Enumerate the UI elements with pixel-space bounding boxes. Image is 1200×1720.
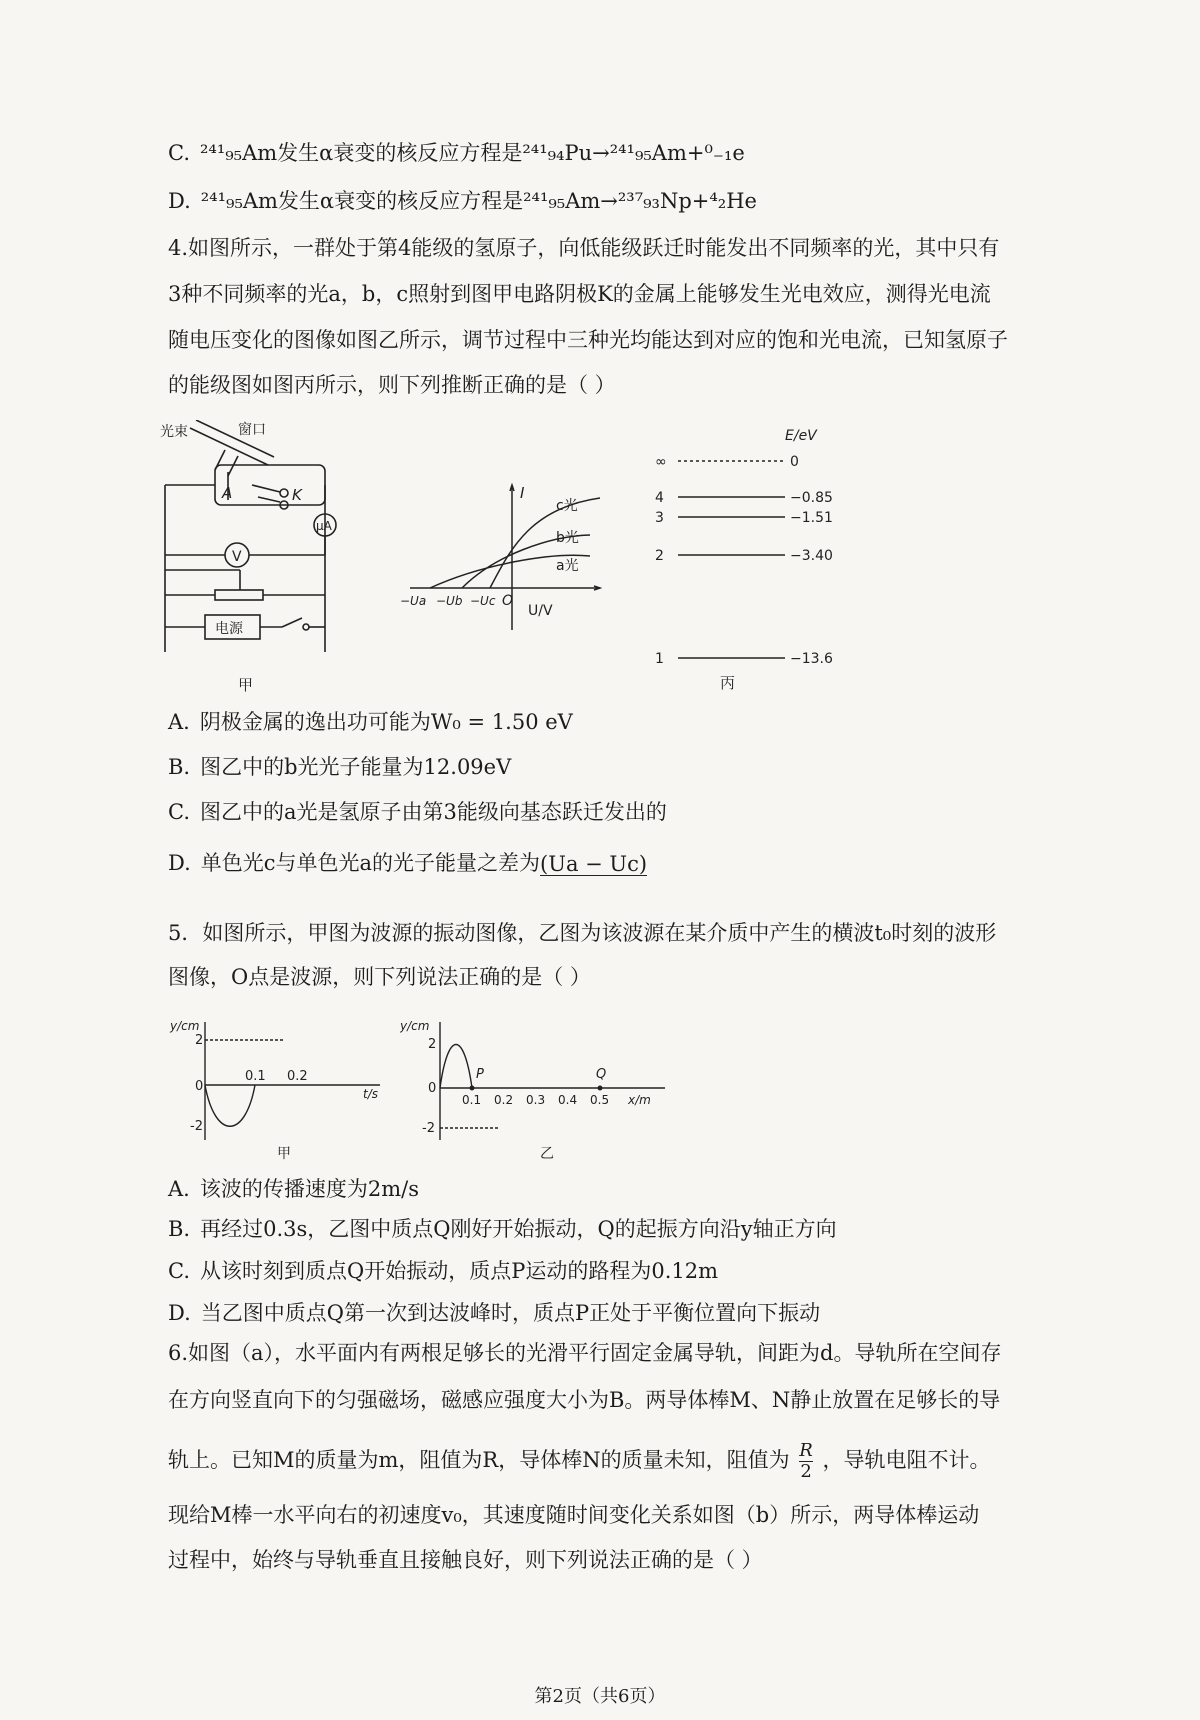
q5-option-a: A. 该波的传播速度为2m/s (168, 1177, 419, 1201)
level-1-e: −13.6 (790, 651, 833, 667)
q5-yi-y-tick-0: 0 (428, 1081, 437, 1096)
level-2-n: 2 (655, 548, 664, 564)
prev-option-c: C. ²⁴¹₉₅Am发生α衰变的核反应方程是²⁴¹₉₄Pu→²⁴¹₉₅Am+⁰₋₁e (168, 141, 745, 165)
energy-difference-fraction: (Ua − Uc) (540, 852, 648, 876)
resistance-fraction: $\frac{R}{2}$ (799, 1440, 813, 1482)
point-q-marker (598, 1086, 603, 1091)
q4-energy-level-diagram (650, 425, 870, 700)
level-3-e: −1.51 (790, 510, 833, 526)
q5-option-d: D. 当乙图中质点Q第一次到达波峰时，质点P正处于平衡位置向下振动 (168, 1301, 821, 1325)
q5-waveform-graph (400, 1010, 670, 1160)
q6-stem-line-1: 6.如图（a），水平面内有两根足够长的光滑平行固定金属导轨，间距为d。导轨所在空间存 (168, 1341, 1002, 1365)
q5-yi-y-tick-2: 2 (428, 1037, 437, 1052)
q5-jia-x-tick-02: 0.2 (287, 1069, 308, 1084)
q4-stem-line-1: 4.如图所示，一群处于第4能级的氢原子，向低能级跃迁时能发出不同频率的光，其中只有 (168, 236, 1000, 260)
q5-vibration-graph (165, 1010, 385, 1160)
q5-option-c: C. 从该时刻到质点Q开始振动，质点P运动的路程为0.12m (168, 1259, 719, 1283)
level-inf-e: 0 (790, 454, 799, 470)
level-3-n: 3 (655, 510, 664, 526)
q5-stem-line-1: 5．如图所示，甲图为波源的振动图像，乙图为该波源在某介质中产生的横波t₀时刻的波形 (168, 921, 997, 945)
voltmeter-label: V (232, 549, 242, 565)
q5-yi-y-tick-neg2: -2 (422, 1121, 435, 1136)
level-inf-n: ∞ (655, 454, 667, 470)
current-axis-label: I (520, 484, 525, 502)
q4-option-b: B. 图乙中的b光光子能量为12.09eV (168, 755, 512, 779)
q5-jia-y-tick-2: 2 (195, 1033, 204, 1048)
level-4-e: −0.85 (790, 490, 833, 506)
q4-stem-line-2: 3种不同频率的光a，b，c照射到图甲电路阴极K的金属上能够发生光电效应，测得光电流 (168, 282, 991, 306)
q5-yi-caption: 乙 (540, 1146, 554, 1160)
q6-stem-line-2: 在方向竖直向下的匀强磁场，磁感应强度大小为B。两导体棒M、N静止放置在足够长的导 (168, 1388, 1001, 1412)
q4-stem-line-4: 的能级图如图丙所示，则下列推断正确的是（ ） (168, 373, 616, 397)
energy-axis-label: E/eV (785, 428, 817, 444)
point-p-label: P (476, 1067, 484, 1082)
q6-stem-line-3: 轨上。已知M的质量为m，阻值为R，导体棒N的质量未知，阻值为 $\frac{R}{2}$ ，导轨电阻不计。 (168, 1440, 991, 1482)
q4-stem-line-3: 随电压变化的图像如图乙所示，调节过程中三种光均能达到对应的饱和光电流，已知氢原子 (168, 328, 1008, 352)
q5-stem-line-2: 图像，O点是波源，则下列说法正确的是（ ） (168, 965, 591, 989)
power-source-label: 电源 (215, 621, 243, 637)
series-b-label: b光 (556, 530, 579, 546)
level-4-n: 4 (655, 490, 664, 506)
page-footer: 第2页（共6页） (534, 1686, 666, 1707)
tick-uc: −Uc (470, 594, 496, 608)
q5-yi-x-tick-01: 0.1 (462, 1093, 482, 1107)
prev-option-d: D. ²⁴¹₉₅Am发生α衰变的核反应方程是²⁴¹₉₅Am→²³⁷₉₃Np+⁴₂He (168, 189, 757, 213)
q5-yi-x-tick-04: 0.4 (558, 1093, 578, 1107)
q5-yi-x-tick-02: 0.2 (494, 1093, 514, 1107)
q5-jia-y-tick-neg2: -2 (190, 1119, 203, 1134)
tick-ub: −Ub (436, 594, 463, 608)
q4-option-d: D. 单色光c与单色光a的光子能量之差为(Ua − Uc) (168, 851, 648, 876)
ammeter-label: μA (316, 519, 332, 533)
q5-jia-x-label: t/s (363, 1087, 378, 1101)
q5-yi-x-label: x/m (628, 1093, 651, 1107)
q4-option-c: C. 图乙中的a光是氢原子由第3能级向基态跃迁发出的 (168, 800, 667, 824)
cathode-label: K (292, 486, 302, 504)
level-2-e: −3.40 (790, 548, 833, 564)
series-a-label: a光 (556, 558, 579, 574)
fig-bing-caption: 丙 (720, 674, 736, 692)
point-p-marker (470, 1086, 475, 1091)
q5-yi-x-tick-03: 0.3 (526, 1093, 546, 1107)
q6-stem-line-5: 过程中，始终与导轨垂直且接触良好，则下列说法正确的是（ ） (168, 1548, 763, 1572)
q4-iu-graph (400, 480, 610, 650)
q5-yi-y-label: y/cm (400, 1019, 430, 1033)
window-label: 窗口 (238, 422, 266, 438)
q5-option-b: B. 再经过0.3s，乙图中质点Q刚好开始振动，Q的起振方向沿y轴正方向 (168, 1217, 837, 1241)
series-c-label: c光 (556, 498, 578, 514)
q5-jia-y-label: y/cm (170, 1019, 200, 1033)
origin-label: O (502, 593, 514, 609)
q4-circuit-figure (160, 420, 380, 700)
voltage-axis-label: U/V (528, 603, 553, 619)
level-1-n: 1 (655, 651, 664, 667)
q5-jia-caption: 甲 (277, 1146, 291, 1160)
q6-stem-line-4: 现给M棒一水平向右的初速度v₀，其速度随时间变化关系如图（b）所示，两导体棒运动 (168, 1503, 980, 1527)
anode-label: A (222, 484, 233, 502)
tick-ua: −Ua (400, 594, 427, 608)
q5-yi-x-tick-05: 0.5 (590, 1093, 610, 1107)
light-beam-label: 光束 (160, 424, 188, 440)
q5-jia-y-tick-0: 0 (195, 1079, 204, 1094)
fig-jia-caption: 甲 (238, 676, 254, 694)
point-q-label: Q (596, 1067, 607, 1082)
q4-option-a: A. 阴极金属的逸出功可能为W₀ = 1.50 eV (168, 710, 573, 734)
q5-jia-x-tick-01: 0.1 (245, 1069, 266, 1084)
